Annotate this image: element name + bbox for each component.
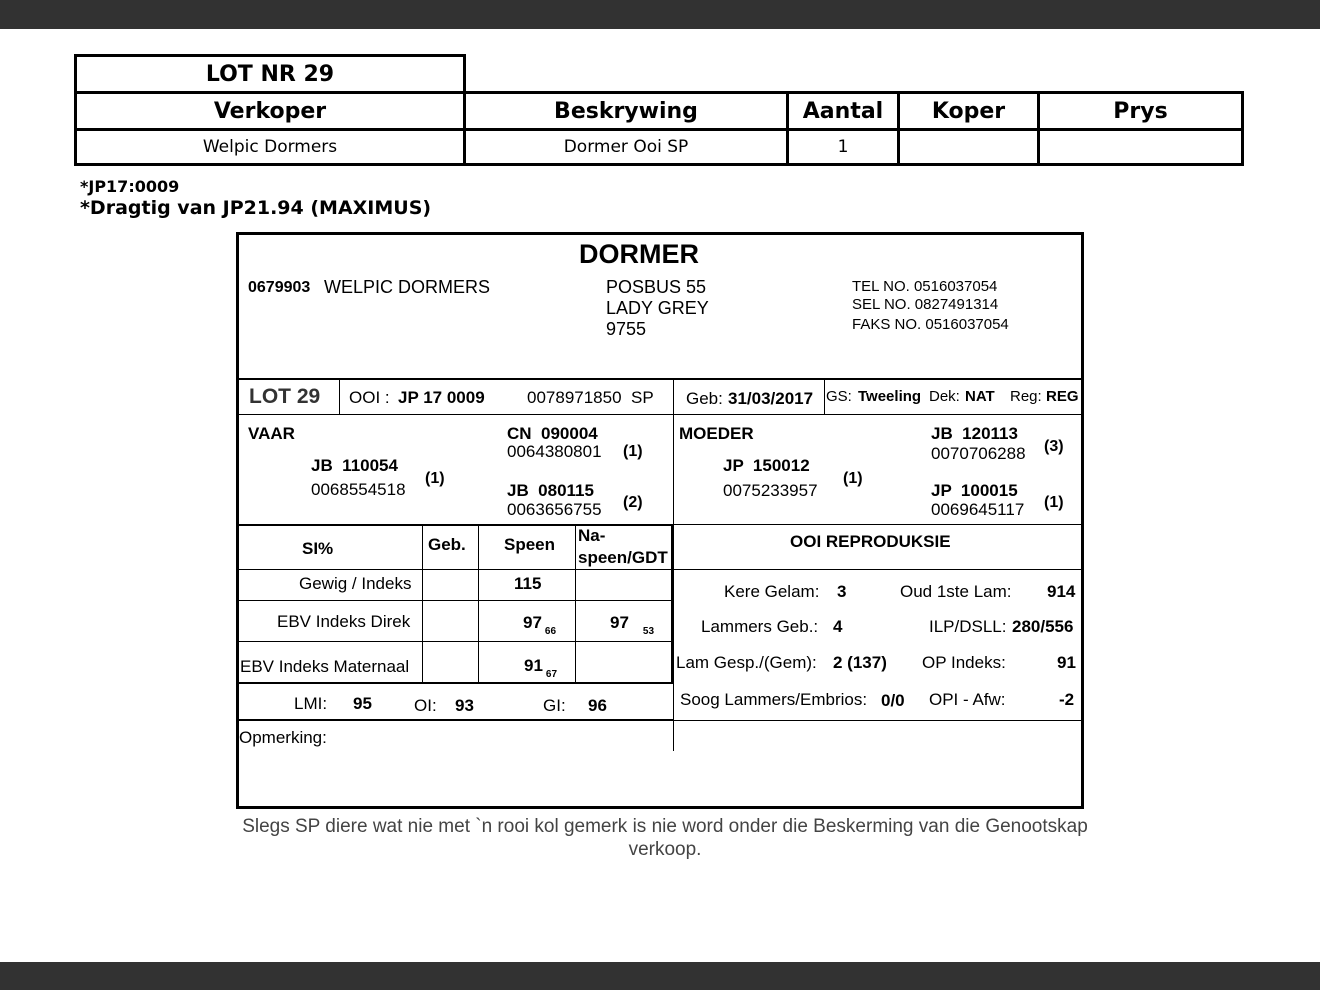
si-row-label: EBV Indeks Maternaal [240, 657, 410, 676]
lmi-value: 95 [353, 694, 372, 713]
breed-title: DORMER [579, 239, 699, 269]
si-speen-value [524, 656, 558, 680]
moeder-sire-mark: (3) [1044, 438, 1064, 455]
vaar-sire-number: 0064380801 [507, 442, 602, 461]
header-aantal: Aantal [786, 91, 900, 131]
ooi-label: OOI : [349, 388, 390, 407]
divider [339, 378, 340, 415]
header-verkoper: Verkoper [74, 91, 466, 131]
divider [673, 524, 1084, 525]
header-koper: Koper [897, 91, 1040, 131]
divider [824, 378, 825, 415]
moeder-mark: (1) [843, 470, 863, 487]
lmi-label: LMI: [294, 694, 328, 713]
si-speen-main: 97 [523, 613, 542, 632]
address-line-2: LADY GREY [606, 298, 709, 318]
kere-value: 3 [837, 582, 847, 601]
breeder-id: 0679903 [248, 279, 311, 296]
si-speen-value [523, 613, 557, 637]
divider [673, 569, 1084, 570]
address-line-1: POSBUS 55 [606, 277, 707, 297]
ilp-value: 280/556 [1012, 617, 1074, 636]
geb-label: Geb: [686, 389, 723, 408]
soog-value: 0/0 [881, 691, 905, 710]
contact-sel: SEL NO. 0827491314 [852, 296, 999, 313]
vaar-mark: (1) [425, 470, 445, 487]
si-row-label: Gewig / Indeks [299, 574, 412, 593]
vaar-sire-id: CN 090004 [507, 424, 598, 443]
footer-disclaimer: Slegs SP diere wat nie met `n rooi kol gemerk is nie word onder die Beskerming van die Genootskap verkoop. [242, 816, 1088, 860]
oud-label: Oud 1ste Lam: [900, 582, 1012, 601]
moeder-sire-id: JB 120113 [931, 424, 1018, 443]
si-naspeen-sub: 53 [642, 626, 655, 637]
opi-value: -2 [1059, 690, 1075, 709]
cell-verkoper: Welpic Dormers [74, 128, 466, 166]
lot-label: LOT NR 29 [74, 54, 466, 94]
moeder-number: 0075233957 [723, 481, 818, 500]
oud-value: 914 [1047, 582, 1076, 601]
si-naspeen-main: 97 [610, 613, 629, 632]
header-prys: Prys [1037, 91, 1244, 131]
cell-aantal: 1 [786, 128, 900, 166]
soog-label: Soog Lammers/Embrios: [680, 690, 868, 709]
si-col-speen: Speen [504, 535, 556, 554]
oi-value: 93 [455, 696, 474, 715]
lot-number: LOT 29 [249, 385, 321, 408]
dek-label: Dek: [929, 388, 960, 405]
divider [478, 525, 479, 683]
oi-label: OI: [414, 696, 437, 715]
vaar-label: VAAR [248, 424, 295, 443]
op-label: OP Indeks: [922, 653, 1006, 672]
si-speen-sub: 66 [544, 626, 557, 637]
vaar-dam-id: JB 080115 [507, 481, 594, 500]
cell-prys [1037, 128, 1244, 166]
divider [239, 641, 673, 642]
divider [239, 414, 1084, 415]
lammers-value: 4 [833, 617, 843, 636]
cell-koper [897, 128, 1040, 166]
repro-title: OOI REPRODUKSIE [790, 532, 951, 551]
divider [239, 600, 673, 601]
gi-label: GI: [543, 696, 566, 715]
divider [671, 525, 673, 683]
kere-label: Kere Gelam: [724, 582, 820, 601]
top-bar [0, 0, 1320, 29]
si-col-naspeen: Na- speen/GDT [578, 526, 668, 567]
divider [575, 525, 576, 683]
si-naspeen-value [610, 613, 655, 637]
gi-value: 96 [588, 696, 607, 715]
ooi-id: JP 17 0009 [398, 388, 485, 407]
address-line-3: 9755 [606, 319, 647, 339]
gesp-label: Lam Gesp./(Gem): [676, 653, 817, 672]
contact-faks: FAKS NO. 0516037054 [852, 316, 1009, 333]
gs-label: GS: [826, 388, 852, 405]
breeder-name: WELPIC DORMERS [324, 277, 491, 297]
vaar-id: JB 110054 [311, 456, 398, 475]
sale-table [74, 54, 1244, 166]
si-speen-sub: 67 [545, 669, 558, 680]
opi-label: OPI - Afw: [929, 690, 1006, 709]
gesp-value: 2 (137) [833, 653, 887, 672]
divider [239, 569, 673, 570]
gs-value: Tweeling [858, 388, 922, 405]
moeder-dam-mark: (1) [1044, 494, 1064, 511]
opmerking-label: Opmerking: [239, 728, 327, 747]
reg-value: REG [1046, 388, 1079, 405]
note-id: *JP17:0009 [80, 177, 180, 196]
si-header: SI% [302, 539, 334, 558]
op-value: 91 [1057, 653, 1076, 672]
divider [673, 378, 674, 415]
divider [239, 682, 673, 684]
animal-card [236, 232, 1084, 809]
moeder-id: JP 150012 [723, 456, 810, 475]
si-speen-value: 115 [514, 574, 542, 593]
dek-value: NAT [965, 388, 995, 405]
ooi-reg: 0078971850 SP [527, 388, 654, 407]
divider [673, 415, 674, 751]
divider [239, 378, 1084, 380]
vaar-dam-number: 0063656755 [507, 500, 602, 519]
geb-date: 31/03/2017 [728, 389, 814, 408]
moeder-sire-number: 0070706288 [931, 444, 1026, 463]
bottom-bar [0, 962, 1320, 990]
reg-label: Reg: [1010, 388, 1042, 405]
contact-tel: TEL NO. 0516037054 [852, 278, 998, 295]
ilp-label: ILP/DSLL: [929, 617, 1007, 636]
cell-beskrywing: Dormer Ooi SP [463, 128, 789, 166]
moeder-label: MOEDER [679, 424, 754, 443]
header-beskrywing: Beskrywing [463, 91, 789, 131]
si-row-label: EBV Indeks Direk [277, 612, 411, 631]
lammers-label: Lammers Geb.: [701, 617, 819, 636]
note-dragtig: *Dragtig van JP21.94 (MAXIMUS) [80, 197, 432, 219]
vaar-dam-mark: (2) [623, 494, 643, 511]
moeder-dam-number: 0069645117 [931, 500, 1025, 519]
si-speen-main: 91 [524, 656, 543, 675]
vaar-number: 0068554518 [311, 480, 406, 499]
vaar-sire-mark: (1) [623, 443, 643, 460]
divider [239, 720, 1084, 721]
si-col-geb: Geb. [428, 535, 466, 554]
divider [422, 525, 423, 683]
moeder-dam-id: JP 100015 [931, 481, 1018, 500]
